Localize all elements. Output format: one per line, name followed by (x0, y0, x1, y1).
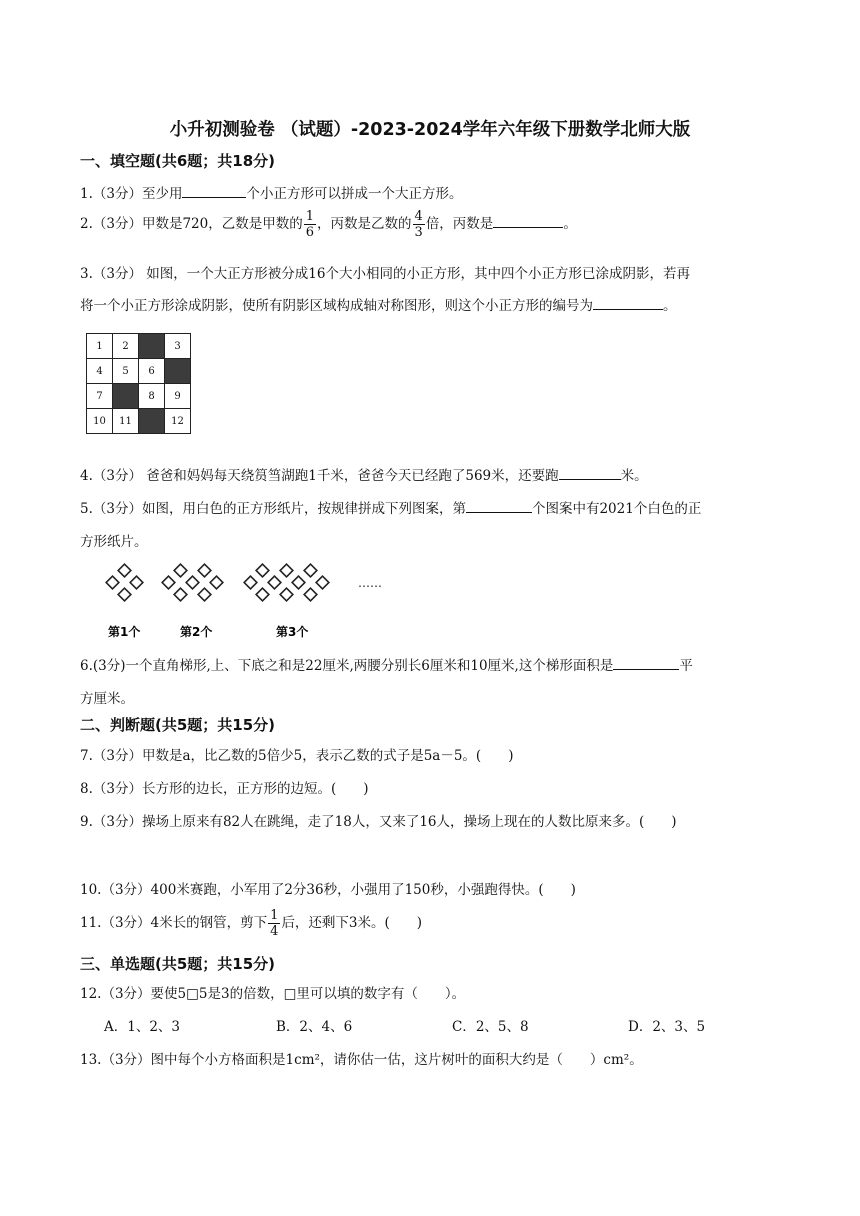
answer-blank (466, 498, 532, 513)
fraction-four-thirds (413, 209, 425, 240)
pattern-3 (244, 564, 329, 601)
pattern-label-2: 第2个 (180, 625, 213, 639)
fraction-one-quarter (268, 908, 280, 939)
question-11-text-b: 后，还剩下3米。( ) (281, 915, 423, 931)
answer-blank (593, 295, 663, 310)
pattern-ellipsis: …… (358, 576, 382, 590)
question-3-text-a: 将一个小正方形涂成阴影，使所有阴影区域构成轴对称图形，则这个小正方形的编号为 (80, 298, 593, 314)
option-c: C．2、5、8 (452, 1019, 529, 1035)
grid-cell: 7 (87, 384, 113, 409)
grid-cell: 5 (113, 359, 139, 384)
question-5-line-1 (80, 497, 701, 517)
answer-blank (613, 655, 679, 670)
shaded-cell (139, 409, 165, 434)
grid-cell: 9 (165, 384, 191, 409)
option-a: A．1、2、3 (104, 1019, 181, 1035)
fraction-numerator: 1 (270, 908, 279, 923)
fraction-one-sixth (304, 209, 316, 240)
question-6-text-b: 平 (679, 658, 693, 674)
question-13: 13.（3分）图中每个小方格面积是1cm²，请你估一估，这片树叶的面积大约是（ ）cm²。 (80, 1052, 643, 1068)
question-1 (80, 182, 462, 202)
question-11 (80, 908, 422, 939)
question-2-text-c: 倍，丙数是 (425, 216, 494, 232)
pattern-2 (162, 564, 223, 601)
grid-cell: 2 (113, 334, 139, 359)
question-3-text-b: 。 (663, 298, 677, 314)
question-2-text-a: 2.（3分）甲数是720，乙数是甲数的 (80, 216, 303, 232)
pattern-label-3: 第3个 (276, 625, 309, 639)
question-9: 9.（3分）操场上原来有82人在跳绳，走了18人，又来了16人，操场上现在的人数比原来多。( ) (80, 814, 677, 830)
answer-blank (493, 213, 563, 228)
question-2-text-d: 。 (563, 216, 577, 232)
shaded-cell (113, 384, 139, 409)
pattern-1 (106, 564, 143, 601)
answer-blank (559, 465, 621, 480)
option-b: B．2、4、6 (276, 1019, 353, 1035)
grid-cell: 3 (165, 334, 191, 359)
section-true-false: 二、判断题(共5题；共15分) (80, 716, 276, 734)
question-2 (80, 209, 577, 240)
grid-cell: 12 (165, 409, 191, 434)
numbered-square-grid (86, 333, 191, 434)
fraction-numerator: 4 (414, 209, 423, 224)
shaded-cell (139, 334, 165, 359)
question-5-text-a: 5.（3分）如图，用白色的正方形纸片，按规律拼成下列图案，第 (80, 501, 466, 517)
shaded-cell (165, 359, 191, 384)
page-title: 小升初测验卷 （试题）-2023-2024学年六年级下册数学北师大版 (169, 120, 691, 140)
fraction-denominator: 6 (305, 225, 315, 240)
fraction-denominator: 4 (270, 924, 279, 939)
grid-cell: 1 (87, 334, 113, 359)
question-12: 12.（3分）要使5□5是3的倍数，□里可以填的数字有（ ）。 (80, 986, 466, 1002)
grid-cell: 6 (139, 359, 165, 384)
question-4-text-a: 4.（3分） 爸爸和妈妈每天绕筼筜湖跑1千米，爸爸今天已经跑了569米，还要跑 (80, 468, 559, 484)
option-d: D．2、3、5 (628, 1019, 706, 1035)
question-11-text-a: 11.（3分）4米长的钢管，剪下 (80, 915, 268, 931)
question-6-line-2: 方厘米。 (80, 691, 134, 707)
question-4 (80, 464, 648, 484)
question-3-line-1: 3.（3分） 如图，一个大正方形被分成16个大小相同的小正方形，其中四个小正方形已涂成阴影，若再 (80, 266, 690, 282)
question-6-line-1 (80, 654, 693, 674)
fraction-denominator: 3 (414, 225, 423, 240)
grid-cell: 11 (113, 409, 139, 434)
question-5-line-2: 方形纸片。 (80, 534, 148, 550)
question-3-line-2 (80, 294, 677, 314)
question-8: 8.（3分）长方形的边长，正方形的边短。( ) (80, 781, 369, 797)
question-5-text-b: 个图案中有2021个白色的正 (531, 501, 702, 517)
question-6-text-a: 6.(3分)一个直角梯形,上、下底之和是22厘米,两腰分别长6厘米和10厘米,这个梯形面积是 (80, 658, 614, 674)
grid-cell: 10 (87, 409, 113, 434)
question-1-text-b: 个小正方形可以拼成一个大正方形。 (246, 186, 463, 202)
question-10: 10.（3分）400米赛跑，小军用了2分36秒，小强用了150秒，小强跑得快。( ) (80, 882, 576, 898)
section-single-choice: 三、单选题(共5题；共15分) (80, 955, 276, 973)
question-2-text-b: ，丙数是乙数的 (317, 216, 412, 232)
grid-cell: 8 (139, 384, 165, 409)
pattern-label-1: 第1个 (108, 625, 141, 639)
fraction-numerator: 1 (305, 209, 315, 224)
question-4-text-b: 米。 (620, 468, 648, 484)
square-pattern-figure (100, 560, 400, 645)
grid-cell: 4 (87, 359, 113, 384)
question-7: 7.（3分）甲数是a，比乙数的5倍少5，表示乙数的式子是5a－5。( ) (80, 748, 514, 764)
section-fill-in: 一、填空题(共6题；共18分) (80, 152, 276, 170)
question-1-text-a: 1.（3分）至少用 (80, 186, 183, 202)
answer-blank (182, 183, 246, 198)
